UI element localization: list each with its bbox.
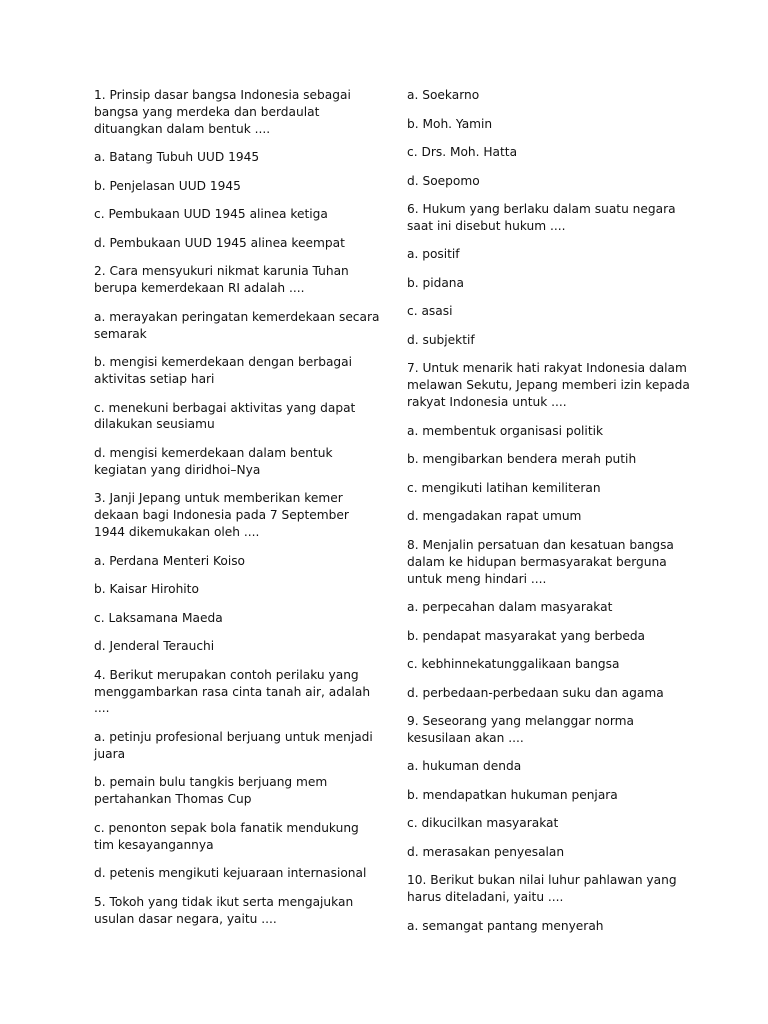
answer-option: [407, 599, 685, 616]
answer-option: [94, 729, 374, 763]
answer-option: [407, 116, 685, 133]
question-text: [94, 263, 374, 297]
text-line: b. mengibarkan bendera merah putih: [407, 452, 637, 467]
text-line: 1. Prinsip dasar bangsa Indonesia sebagai: [94, 88, 351, 102]
question-text: [407, 201, 685, 235]
text-line: c. penonton sepak bola fanatik mendukung: [94, 820, 359, 835]
text-line: pertahankan Thomas Cup: [94, 792, 252, 807]
text-line: 9. Seseorang yang melanggar norma: [407, 714, 634, 729]
right-column: [407, 87, 690, 946]
answer-option: [94, 206, 374, 223]
answer-option: [94, 553, 374, 570]
answer-option: [407, 451, 685, 468]
text-line: b. Kaisar Hirohito: [94, 582, 199, 597]
answer-option: [407, 815, 685, 832]
answer-option: [407, 480, 685, 497]
text-line: b. mengisi kemerdekaan dengan berbagai: [94, 355, 353, 370]
text-line: c. asasi: [407, 304, 453, 319]
answer-option: [407, 173, 685, 190]
text-line: d. petenis mengikuti kejuaraan internasional: [94, 866, 367, 881]
answer-option: [94, 178, 374, 195]
text-line: 10. Berikut bukan nilai luhur pahlawan yang: [407, 873, 677, 888]
text-line: a. Batang Tubuh UUD 1945: [94, 150, 260, 165]
text-line: menggambarkan rasa cinta tanah air, adalah: [94, 684, 371, 699]
text-line: untuk meng hindari ....: [407, 571, 547, 586]
answer-option: [407, 87, 685, 104]
text-line: a. Soekarno: [407, 88, 480, 102]
text-line: 8. Menjalin persatuan dan kesatuan bangsa: [407, 537, 674, 552]
text-line: d. mengadakan rapat umum: [407, 509, 582, 524]
text-line: d. subjektif: [407, 332, 475, 347]
text-line: c. Drs. Moh. Hatta: [407, 145, 518, 159]
text-line: c. menekuni berbagai aktivitas yang dapat: [94, 400, 356, 415]
answer-option: [407, 844, 685, 861]
question-text: [94, 894, 374, 928]
text-line: 2. Cara mensyukuri nikmat karunia Tuhan: [94, 264, 349, 279]
text-line: usulan dasar negara, yaitu ....: [94, 911, 277, 926]
text-line: d. perbedaan-perbedaan suku dan agama: [407, 685, 664, 700]
text-line: ....: [94, 701, 110, 716]
answer-option: [407, 787, 685, 804]
text-line: a. semangat pantang menyerah: [407, 918, 604, 933]
answer-option: [94, 354, 374, 388]
question-text: [407, 537, 685, 588]
answer-option: [407, 246, 685, 263]
answer-option: [94, 638, 374, 655]
text-line: d. Jenderal Terauchi: [94, 639, 215, 654]
left-column: [94, 87, 380, 939]
text-line: 6. Hukum yang berlaku dalam suatu negara: [407, 202, 676, 216]
question-text: [407, 360, 690, 411]
text-line: kesusilaan akan ....: [407, 730, 524, 745]
text-line: semarak: [94, 326, 147, 341]
answer-option: [407, 918, 685, 935]
text-line: harus diteladani, yaitu ....: [407, 890, 564, 905]
text-line: a. merayakan peringatan kemerdekaan secara: [94, 309, 380, 324]
text-line: c. Laksamana Maeda: [94, 610, 223, 625]
text-line: b. pidana: [407, 275, 465, 290]
answer-option: [94, 820, 374, 854]
text-line: a. perpecahan dalam masyarakat: [407, 600, 613, 615]
text-line: d. Soepomo: [407, 173, 480, 188]
text-line: d. Pembukaan UUD 1945 alinea keempat: [94, 235, 345, 250]
answer-option: [94, 610, 374, 627]
text-line: 3. Janji Jepang untuk memberikan kemer: [94, 491, 343, 506]
answer-option: [407, 508, 685, 525]
answer-option: [94, 149, 374, 166]
text-line: a. positif: [407, 247, 460, 262]
answer-option: [407, 758, 685, 775]
text-line: c. kebhinnekatunggalikaan bangsa: [407, 657, 620, 672]
question-text: [94, 667, 374, 718]
answer-option: [407, 332, 685, 349]
text-line: bangsa yang merdeka dan berdaulat: [94, 104, 320, 119]
text-line: saat ini disebut hukum ....: [407, 218, 566, 233]
answer-option: [94, 774, 374, 808]
answer-option: [94, 581, 374, 598]
text-line: dilakukan seusiamu: [94, 417, 215, 432]
answer-option: [407, 303, 685, 320]
text-line: b. Moh. Yamin: [407, 116, 493, 131]
text-line: c. mengikuti latihan kemiliteran: [407, 480, 601, 495]
text-line: b. Penjelasan UUD 1945: [94, 178, 241, 193]
text-line: dekaan bagi Indonesia pada 7 September: [94, 508, 349, 523]
answer-option: [407, 144, 685, 161]
text-line: dalam ke hidupan bermasyarakat berguna: [407, 554, 667, 569]
text-line: 7. Untuk menarik hati rakyat Indonesia dalam: [407, 361, 687, 376]
answer-option: [407, 628, 685, 645]
text-line: tim kesayangannya: [94, 837, 214, 852]
text-line: c. Pembukaan UUD 1945 alinea ketiga: [94, 207, 328, 222]
text-line: 4. Berikut merupakan contoh perilaku yang: [94, 667, 359, 682]
text-line: d. merasakan penyesalan: [407, 844, 565, 859]
text-line: 1944 dikemukakan oleh ....: [94, 525, 260, 540]
text-line: b. pendapat masyarakat yang berbeda: [407, 628, 646, 643]
text-line: juara: [94, 746, 126, 761]
text-line: a. membentuk organisasi politik: [407, 423, 604, 438]
answer-option: [407, 275, 685, 292]
text-line: melawan Sekutu, Jepang memberi izin kepada: [407, 378, 690, 393]
text-line: a. petinju profesional berjuang untuk menjadi: [94, 729, 373, 744]
answer-option: [94, 235, 374, 252]
question-text: [94, 490, 374, 541]
answer-option: [407, 656, 685, 673]
answer-option: [407, 685, 685, 702]
answer-option: [94, 445, 374, 479]
text-line: rakyat Indonesia untuk ....: [407, 395, 567, 410]
question-text: [94, 87, 374, 138]
text-line: b. pemain bulu tangkis berjuang mem: [94, 775, 328, 790]
text-line: aktivitas setiap hari: [94, 372, 215, 387]
answer-option: [94, 309, 380, 343]
question-text: [407, 872, 685, 906]
text-line: b. mendapatkan hukuman penjara: [407, 787, 618, 802]
text-line: 5. Tokoh yang tidak ikut serta mengajukan: [94, 894, 354, 909]
text-line: a. Perdana Menteri Koiso: [94, 553, 246, 568]
answer-option: [94, 865, 374, 882]
text-line: dituangkan dalam bentuk ....: [94, 121, 271, 136]
text-line: kegiatan yang diridhoi–Nya: [94, 462, 261, 477]
answer-option: [407, 423, 685, 440]
question-text: [407, 713, 685, 747]
text-line: d. mengisi kemerdekaan dalam bentuk: [94, 445, 333, 460]
text-line: berupa kemerdekaan RI adalah ....: [94, 281, 305, 296]
text-line: c. dikucilkan masyarakat: [407, 816, 559, 831]
answer-option: [94, 400, 374, 434]
text-line: a. hukuman denda: [407, 759, 522, 774]
